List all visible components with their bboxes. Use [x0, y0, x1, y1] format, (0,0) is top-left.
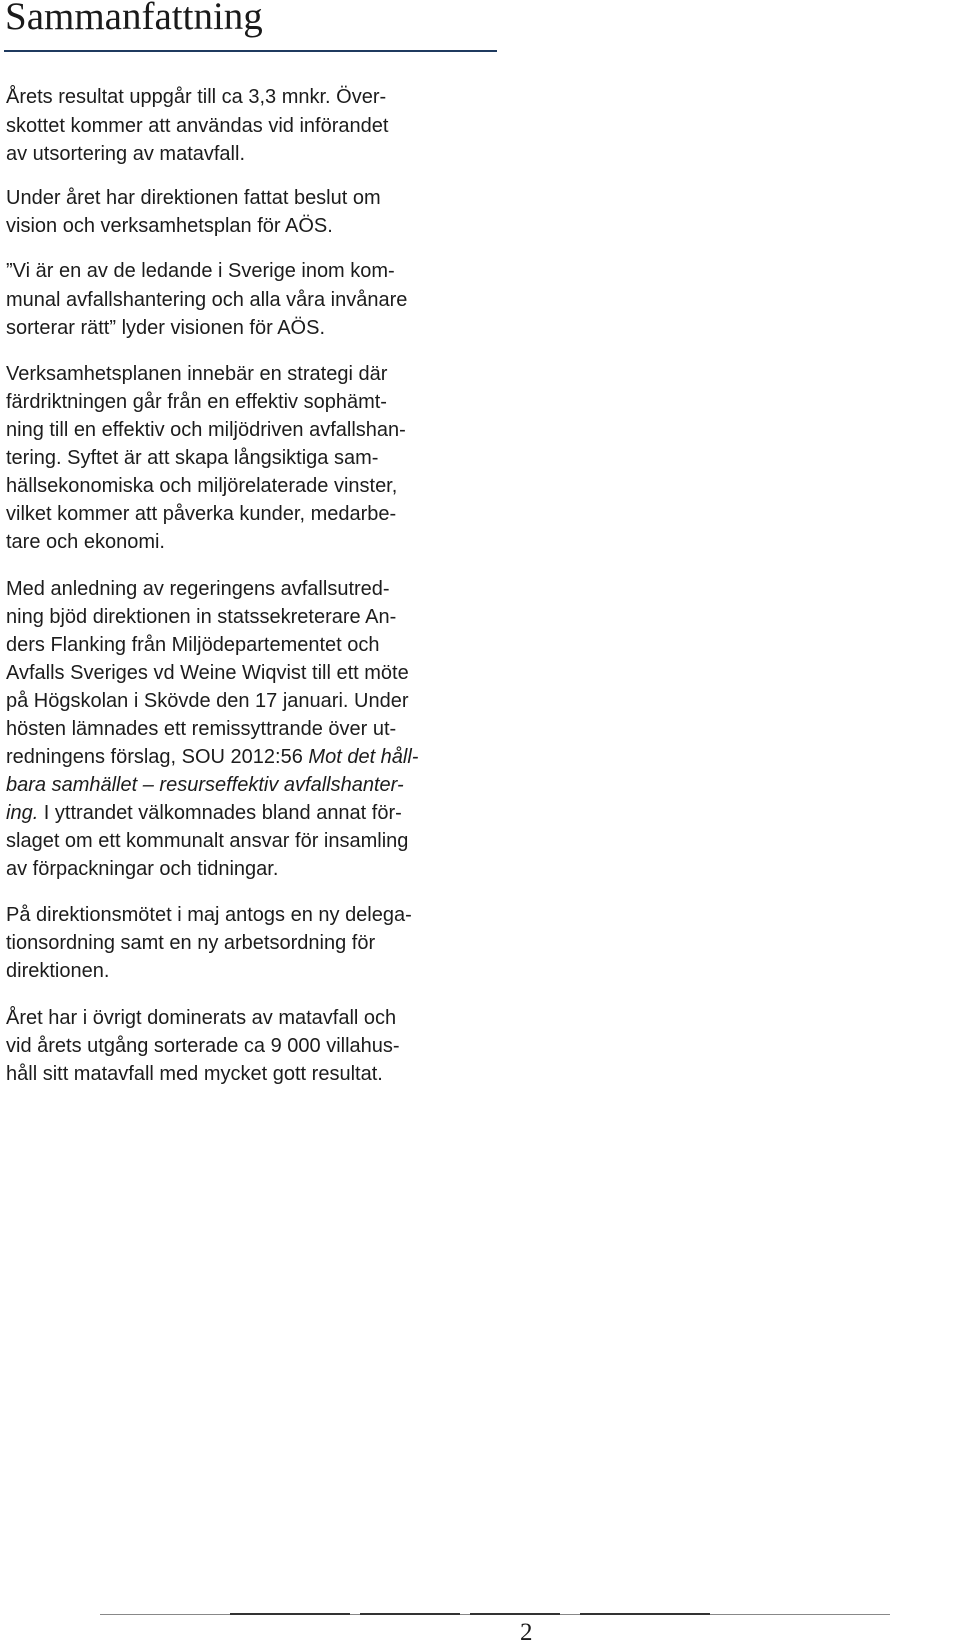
footer-rule-accent-3: [470, 1613, 560, 1615]
paragraph-5-line-1: Med anledning av regeringens avfallsutred-: [6, 578, 390, 600]
footer-rule-accent-4: [580, 1613, 710, 1615]
paragraph-5-line-3: ders Flanking från Miljödepartementet och: [6, 634, 380, 656]
paragraph-4-line-6: vilket kommer att påverka kunder, medarbe-: [6, 503, 397, 525]
paragraph-6-line-1: På direktionsmötet i maj antogs en ny delega-: [6, 904, 412, 926]
paragraph-1-line-3: av utsortering av matavfall.: [6, 143, 245, 165]
paragraph-4-line-1: Verksamhetsplanen innebär en strategi där: [6, 363, 388, 385]
paragraph-5-line-7: [6, 744, 418, 770]
paragraph-4-line-7: tare och ekonomi.: [6, 531, 165, 553]
page-title: Sammanfattning: [5, 0, 263, 38]
paragraph-7-line-3: håll sitt matavfall med mycket gott resultat.: [6, 1063, 383, 1085]
paragraph-5-line-2: ning bjöd direktionen in statssekreterare An-: [6, 606, 397, 628]
paragraph-4-line-5: hällsekonomiska och miljörelaterade vinster,: [6, 475, 398, 497]
paragraph-5-line-9: [6, 800, 402, 826]
paragraph-5-line-7-text: redningens förslag, SOU 2012:56: [6, 746, 309, 768]
report-title-italic-3: ing.: [6, 802, 39, 824]
page-number: 2: [520, 1619, 533, 1646]
paragraph-5-line-11: av förpackningar och tidningar.: [6, 858, 279, 880]
paragraph-3-line-3: sorterar rätt” lyder visionen för AÖS.: [6, 317, 326, 339]
paragraph-1-line-2: skottet kommer att användas vid införandet: [6, 115, 389, 137]
paragraph-5-line-10: slaget om ett kommunalt ansvar för insamling: [6, 830, 409, 852]
report-title-italic-2: bara samhället – resurseffektiv avfallshanter-: [6, 774, 404, 796]
paragraph-4-line-3: ning till en effektiv och miljödriven avfallshan-: [6, 419, 406, 441]
paragraph-7-line-2: vid årets utgång sorterade ca 9 000 villahus-: [6, 1035, 400, 1057]
paragraph-2-line-2: vision och verksamhetsplan för AÖS.: [6, 215, 333, 237]
paragraph-7-line-1: Året har i övrigt dominerats av matavfall och: [6, 1007, 397, 1029]
paragraph-2-line-1: Under året har direktionen fattat beslut om: [6, 187, 381, 209]
paragraph-5-line-6: hösten lämnades ett remissyttrande över ut-: [6, 718, 397, 740]
report-title-italic-1: Mot det håll-: [308, 746, 419, 768]
paragraph-5-line-4: Avfalls Sveriges vd Weine Wiqvist till ett möte: [6, 662, 409, 684]
paragraph-4-line-2: färdriktningen går från en effektiv sophämt-: [6, 391, 387, 413]
paragraph-3-line-2: munal avfallshantering och alla våra invånare: [6, 289, 408, 311]
paragraph-6-line-2: tionsordning samt en ny arbetsordning för: [6, 932, 376, 954]
paragraph-4-line-4: tering. Syftet är att skapa långsiktiga sam-: [6, 447, 379, 469]
title-underline: [4, 50, 497, 52]
paragraph-6-line-3: direktionen.: [6, 960, 110, 982]
footer-rule-accent-2: [360, 1613, 460, 1615]
paragraph-1-line-1: Årets resultat uppgår till ca 3,3 mnkr. Över-: [6, 86, 387, 108]
paragraph-5-line-9-text: I yttrandet välkomnades bland annat för-: [38, 802, 402, 824]
footer-rule-accent-1: [230, 1613, 350, 1615]
paragraph-3-line-1: ”Vi är en av de ledande i Sverige inom kom-: [6, 260, 395, 282]
paragraph-5-line-5: på Högskolan i Skövde den 17 januari. Under: [6, 690, 409, 712]
